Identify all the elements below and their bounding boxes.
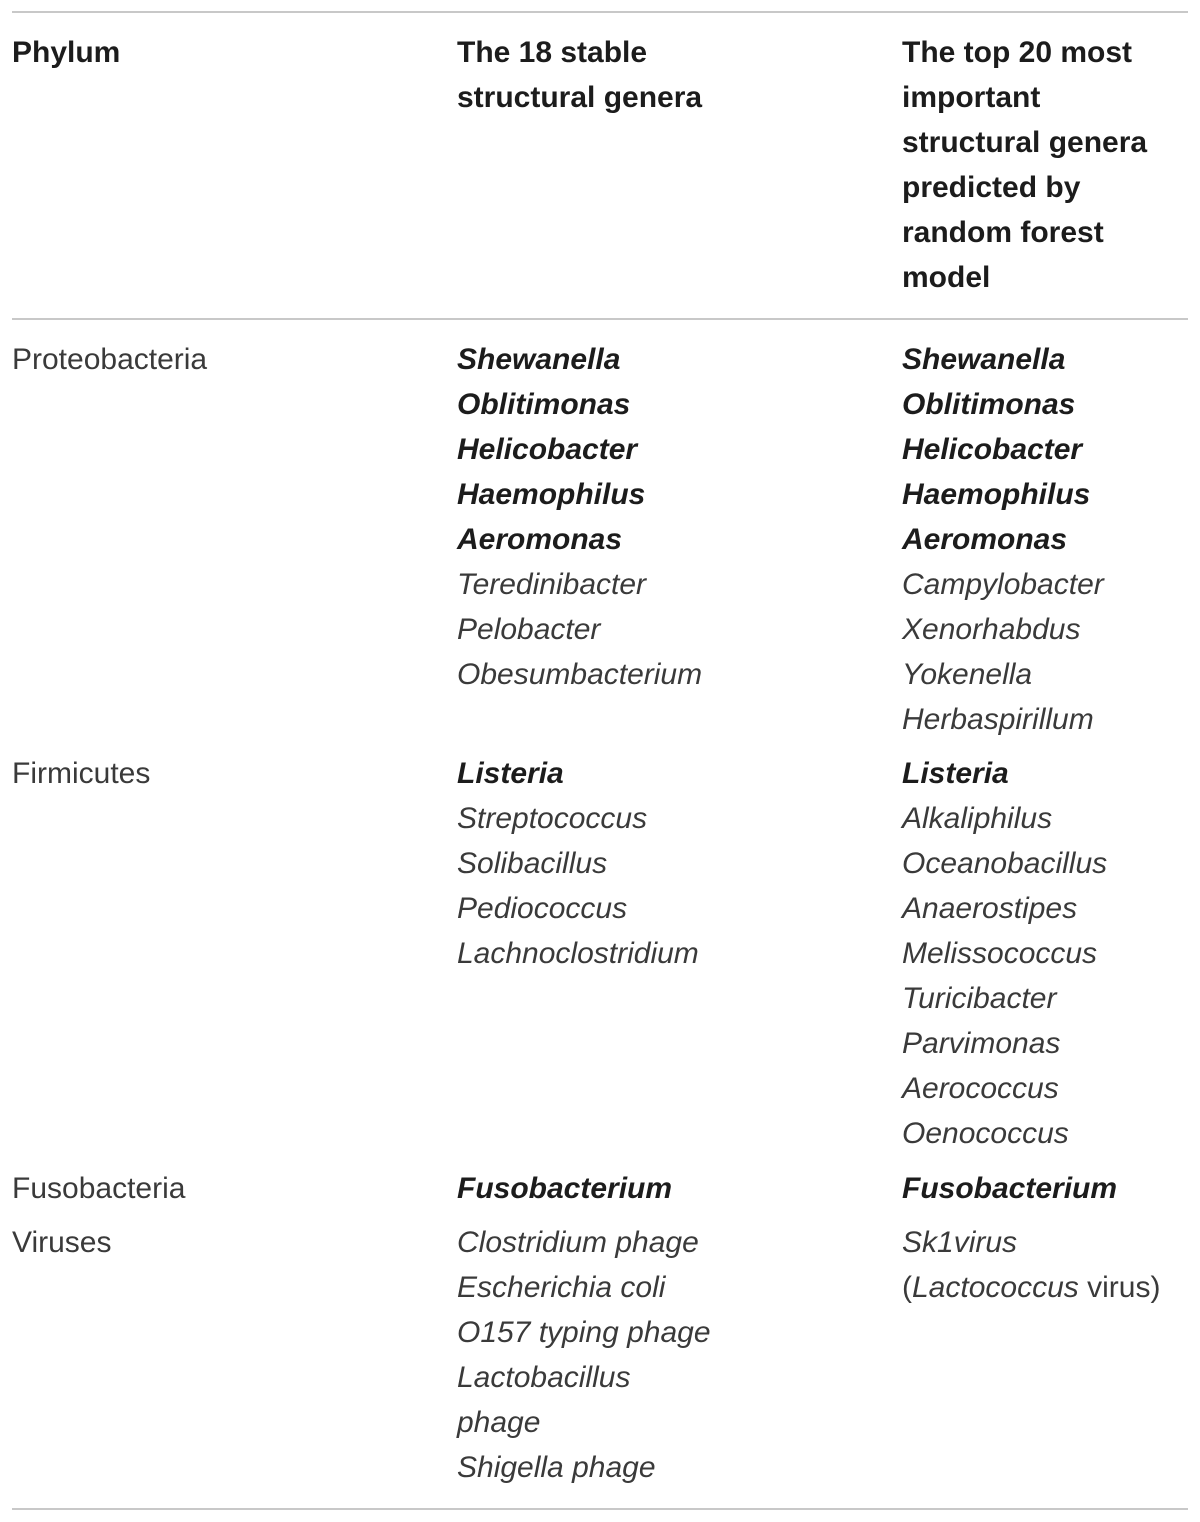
genus-item: Pelobacter — [457, 613, 601, 646]
genus-item: Pediococcus — [457, 892, 628, 925]
top20-genera-proteobacteria — [902, 337, 1192, 742]
genus-item: Solibacillus — [457, 847, 608, 880]
header-phylum — [12, 30, 432, 75]
phylum-proteobacteria: Proteobacteria — [12, 343, 208, 376]
genus-item: Melissococcus — [902, 937, 1098, 970]
genus-item: O157 typing phage — [457, 1316, 711, 1349]
phylum-fusobacteria: Fusobacteria — [12, 1172, 186, 1205]
genus-item: Shigella phage — [457, 1451, 656, 1484]
header-line: structural genera — [902, 126, 1148, 159]
header-line: important — [902, 81, 1041, 114]
header-stable-genera — [457, 30, 877, 120]
genus-item: Listeria — [457, 757, 564, 790]
genus-item: Haemophilus — [902, 478, 1091, 511]
genus-item: Campylobacter — [902, 568, 1104, 601]
genus-item-virus-note — [902, 1265, 1192, 1310]
top20-genera-viruses — [902, 1220, 1192, 1310]
header-line: The top 20 most — [902, 36, 1133, 69]
header-line: model — [902, 261, 991, 294]
phylum-firmicutes: Firmicutes — [12, 757, 151, 790]
genus-item: Shewanella — [902, 343, 1066, 376]
genus-item: Helicobacter — [457, 433, 638, 466]
genus-item: Helicobacter — [902, 433, 1083, 466]
stable-genera-viruses — [457, 1220, 877, 1490]
genus-item: Herbaspirillum — [902, 703, 1094, 736]
genus-item: Haemophilus — [457, 478, 646, 511]
genus-item: Lactobacillus — [457, 1361, 631, 1394]
top-rule — [12, 11, 1188, 13]
header-top20-genera — [902, 30, 1192, 300]
phylum-viruses: Viruses — [12, 1226, 112, 1259]
genus-item: Oblitimonas — [902, 388, 1076, 421]
genus-item: Escherichia coli — [457, 1271, 666, 1304]
genus-item: Anaerostipes — [902, 892, 1078, 925]
genus-item: Shewanella — [457, 343, 621, 376]
bottom-rule — [12, 1508, 1188, 1510]
genus-item: Aerococcus — [902, 1072, 1059, 1105]
header-line: random forest — [902, 216, 1104, 249]
header-line: The 18 stable — [457, 36, 648, 69]
genus-item: Oceanobacillus — [902, 847, 1108, 880]
genus-item: Xenorhabdus — [902, 613, 1081, 646]
genus-item: Yokenella — [902, 658, 1033, 691]
stable-genera-firmicutes — [457, 751, 877, 976]
genus-item: Clostridium phage — [457, 1226, 699, 1259]
genus-item: Obesumbacterium — [457, 658, 703, 691]
virus-suffix: virus) — [1078, 1271, 1161, 1304]
genus-item: Teredinibacter — [457, 568, 647, 601]
stable-genera-proteobacteria — [457, 337, 877, 697]
genus-name: Lactococcus — [912, 1271, 1079, 1304]
genus-item: Oblitimonas — [457, 388, 631, 421]
genus-item: Sk1virus — [902, 1226, 1018, 1259]
genus-item: Streptococcus — [457, 802, 648, 835]
stable-genera-fusobacteria — [457, 1166, 877, 1211]
genus-item: phage — [457, 1406, 541, 1439]
top20-genera-firmicutes — [902, 751, 1192, 1156]
paren-open: ( — [902, 1271, 912, 1304]
genus-item: Turicibacter — [902, 982, 1057, 1015]
header-line: structural genera — [457, 81, 703, 114]
genus-item: Alkaliphilus — [902, 802, 1053, 835]
genus-item: Fusobacterium — [902, 1172, 1118, 1205]
genus-item: Parvimonas — [902, 1027, 1061, 1060]
genus-item: Aeromonas — [457, 523, 623, 556]
header-line: predicted by — [902, 171, 1081, 204]
genus-item: Listeria — [902, 757, 1009, 790]
header-phylum-label: Phylum — [12, 36, 121, 69]
genus-item: Oenococcus — [902, 1117, 1069, 1150]
genus-item: Lachnoclostridium — [457, 937, 699, 970]
genus-item: Aeromonas — [902, 523, 1068, 556]
genus-item: Fusobacterium — [457, 1172, 673, 1205]
header-rule — [12, 318, 1188, 320]
top20-genera-fusobacteria — [902, 1166, 1192, 1211]
